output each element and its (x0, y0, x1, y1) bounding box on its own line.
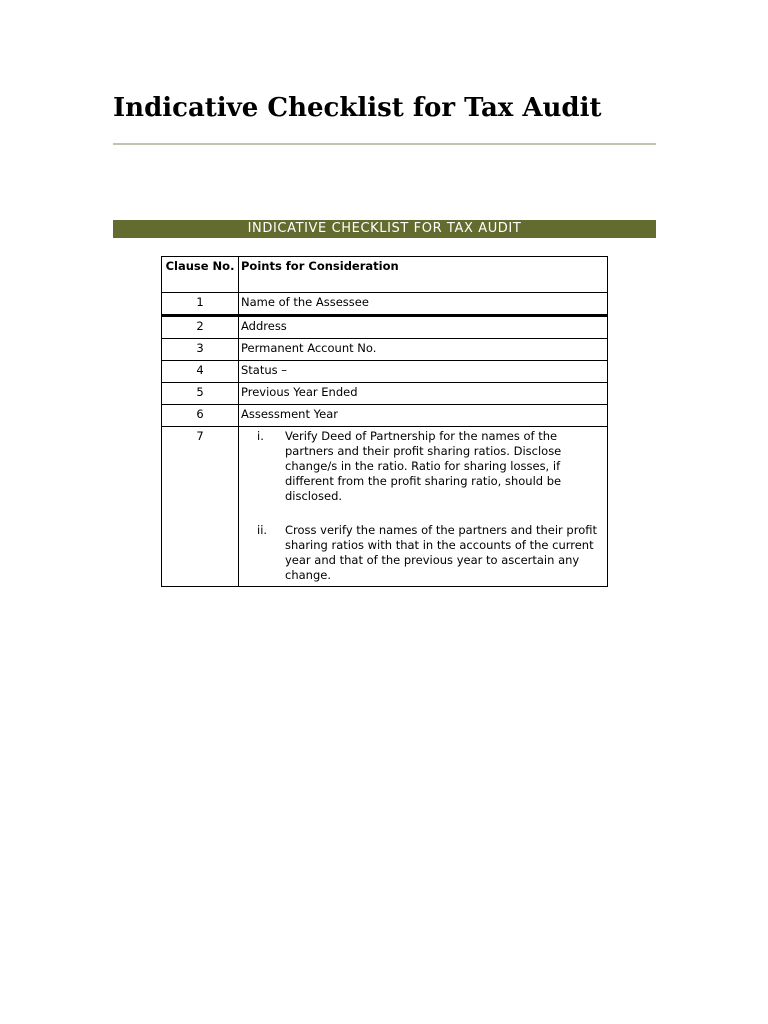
header-clause-no: Clause No. (162, 257, 239, 293)
list-item (241, 429, 605, 504)
clause-sub-items (239, 427, 608, 587)
clause-text: Permanent Account No. (239, 339, 608, 361)
header-points-for-consideration: Points for Consideration (239, 257, 608, 293)
clause-text: Address (239, 316, 608, 339)
clause-number: 6 (162, 405, 239, 427)
table-row (162, 427, 608, 587)
section-banner: INDICATIVE CHECKLIST FOR TAX AUDIT (113, 220, 656, 238)
table-row (162, 383, 608, 405)
table-row (162, 293, 608, 316)
list-marker-text: ii. (257, 523, 268, 537)
list-item (241, 523, 605, 583)
checklist-table (161, 256, 608, 587)
title-divider (113, 143, 656, 145)
list-marker (241, 523, 283, 583)
clause-number: 7 (162, 427, 239, 587)
table-row (162, 339, 608, 361)
list-item-text: Cross verify the names of the partners and their profit sharing ratios with that in the accounts of the current year and that of the previous year to ascertain any change. (285, 523, 597, 582)
clause-text: Assessment Year (239, 405, 608, 427)
clause-number: 3 (162, 339, 239, 361)
page-title: Indicative Checklist for Tax Audit (113, 93, 602, 123)
table-row (162, 405, 608, 427)
table-row (162, 316, 608, 339)
clause-text: Status – (239, 361, 608, 383)
list-marker-text: i. (257, 429, 264, 443)
clause-number: 1 (162, 293, 239, 316)
clause-number: 2 (162, 316, 239, 339)
table-row (162, 361, 608, 383)
clause-number: 5 (162, 383, 239, 405)
table-header-row (162, 257, 608, 293)
clause-text: Name of the Assessee (239, 293, 608, 316)
clause-text: Previous Year Ended (239, 383, 608, 405)
clause-number: 4 (162, 361, 239, 383)
sub-item-list (241, 429, 605, 583)
list-item-text: Verify Deed of Partnership for the names of the partners and their profit sharing ratios. Disclose change/s in the ratio. Ratio for sharing losses, if different from the profit sharing ratio, should be disclosed. (285, 429, 562, 503)
list-marker (241, 429, 283, 504)
